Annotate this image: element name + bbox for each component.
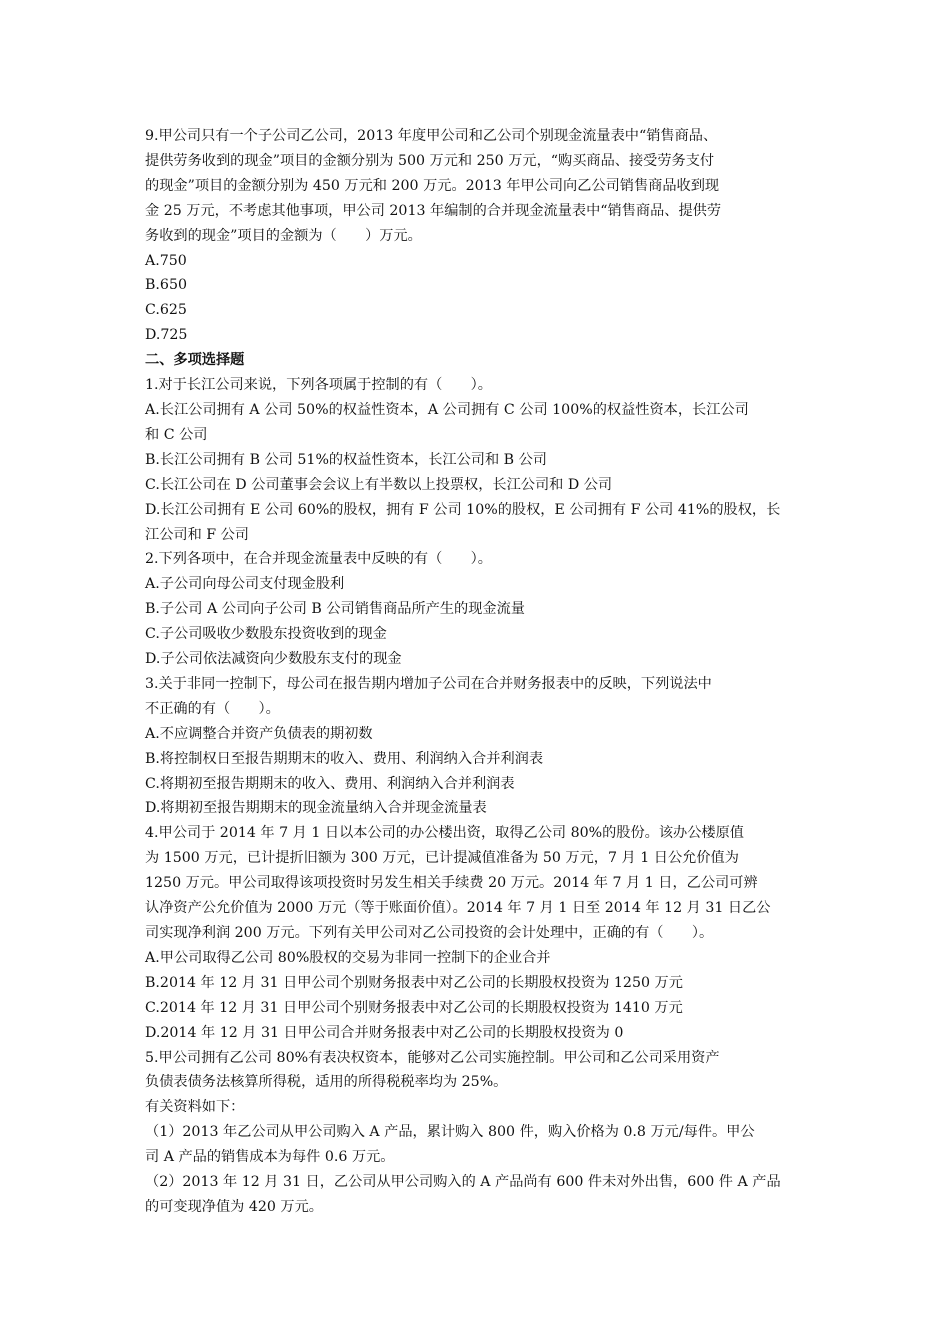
q9-stem-line-3: 的现金”项目的金额分别为 450 万元和 200 万元。2013 年甲公司向乙公司销售商品收到现 (145, 177, 720, 194)
q9-stem-line-1: 9.甲公司只有一个子公司乙公司，2013 年度甲公司和乙公司个别现金流量表中“销售商品、 (145, 128, 718, 144)
mq4-option-a: A.甲公司取得乙公司 80%股权的交易为非同一控制下的企业合并 (145, 949, 551, 966)
q9-option-d: D.725 (145, 327, 188, 344)
mq5-stem-line-1: 5.甲公司拥有乙公司 80%有表决权资本，能够对乙公司实施控制。甲公司和乙公司采用资产 (145, 1049, 720, 1066)
mq3-option-d: D.将期初至报告期期末的现金流量纳入合并现金流量表 (145, 800, 487, 817)
mq1-option-a-line-1: A.长江公司拥有 A 公司 50%的权益性资本，A 公司拥有 C 公司 100%的权益性资本，长江公司 (145, 401, 749, 418)
mq3-option-a: A.不应调整合并资产负债表的期初数 (145, 725, 373, 742)
mq2-option-b: B.子公司 A 公司向子公司 B 公司销售商品所产生的现金流量 (145, 601, 525, 618)
q9-option-b: B.650 (145, 277, 188, 294)
mq4-stem-line-2: 为 1500 万元，已计提折旧额为 300 万元，已计提减值准备为 50 万元，7 月 1 日公允价值为 (145, 850, 739, 867)
mq1-stem: 1.对于长江公司来说，下列各项属于控制的有（ ）。 (145, 377, 492, 394)
mq4-option-b: B.2014 年 12 月 31 日甲公司个别财务报表中对乙公司的长期股权投资为 1250 万元 (145, 974, 683, 991)
mq4-option-c: C.2014 年 12 月 31 日甲公司个别财务报表中对乙公司的长期股权投资为 1410 万元 (145, 999, 683, 1016)
mq4-stem-line-5: 司实现净利润 200 万元。下列有关甲公司对乙公司投资的会计处理中，正确的有（ ）。 (145, 925, 714, 941)
document-page (145, 124, 810, 1220)
mq1-option-a-line-2: 和 C 公司 (145, 426, 208, 443)
mq2-option-c: C.子公司吸收少数股东投资收到的现金 (145, 626, 387, 643)
mq5-material-2-line-1: （2）2013 年 12 月 31 日，乙公司从甲公司购入的 A 产品尚有 600 件未对外出售，600 件 A 产品 (145, 1174, 781, 1191)
mq1-option-b: B.长江公司拥有 B 公司 51%的权益性资本，长江公司和 B 公司 (145, 451, 547, 468)
mq4-option-d: D.2014 年 12 月 31 日甲公司合并财务报表中对乙公司的长期股权投资为 0 (145, 1024, 624, 1041)
mq4-stem-line-3: 1250 万元。甲公司取得该项投资时另发生相关手续费 20 万元。2014 年 7 月 1 日，乙公司可辨 (145, 875, 758, 892)
mq4-stem-line-1: 4.甲公司于 2014 年 7 月 1 日以本公司的办公楼出资，取得乙公司 80%的股份。该办公楼原值 (145, 825, 744, 842)
mq1-option-d-line-2: 江公司和 F 公司 (145, 526, 249, 543)
mq2-option-a: A.子公司向母公司支付现金股利 (145, 576, 345, 593)
mq5-stem-line-2: 负债表债务法核算所得税，适用的所得税税率均为 25%。 (145, 1074, 508, 1091)
mq3-stem-line-2: 不正确的有（ ）。 (145, 700, 280, 717)
mq5-material-2-line-2: 的可变现净值为 420 万元。 (145, 1198, 323, 1215)
mq3-stem-line-1: 3.关于非同一控制下，母公司在报告期内增加子公司在合并财务报表中的反映，下列说法中 (145, 675, 712, 692)
mq1-option-d-line-1: D.长江公司拥有 E 公司 60%的股权，拥有 F 公司 10%的股权，E 公司拥有 F 公司 41%的股权，长 (145, 501, 781, 518)
q9-option-a: A.750 (145, 252, 187, 269)
section-heading-multiple-choice: 二、多项选择题 (145, 352, 245, 369)
mq2-option-d: D.子公司依法减资向少数股东支付的现金 (145, 651, 402, 668)
q9-option-c: C.625 (145, 302, 187, 319)
mq5-material-1-line-1: （1）2013 年乙公司从甲公司购入 A 产品，累计购入 800 件，购入价格为 0.8 万元/每件。甲公 (145, 1124, 755, 1141)
mq3-option-c: C.将期初至报告期期末的收入、费用、利润纳入合并利润表 (145, 775, 515, 792)
q9-stem-line-5: 务收到的现金”项目的金额为（ ）万元。 (145, 227, 422, 244)
q9-stem-line-4: 金 25 万元，不考虑其他事项，甲公司 2013 年编制的合并现金流量表中“销售商品、提供劳 (145, 202, 722, 219)
mq1-option-c: C.长江公司在 D 公司董事会会议上有半数以上投票权，长江公司和 D 公司 (145, 476, 613, 493)
mq2-stem: 2.下列各项中，在合并现金流量表中反映的有（ ）。 (145, 551, 492, 568)
q9-stem-line-2: 提供劳务收到的现金”项目的金额分别为 500 万元和 250 万元，“购买商品、接受劳务支付 (145, 152, 715, 169)
mq5-materials-intro: 有关资料如下： (145, 1099, 245, 1116)
mq5-material-1-line-2: 司 A 产品的销售成本为每件 0.6 万元。 (145, 1149, 395, 1166)
mq4-stem-line-4: 认净资产公允价值为 2000 万元（等于账面价值）。2014 年 7 月 1 日至 2014 年 12 月 31 日乙公 (145, 900, 771, 917)
mq3-option-b: B.将控制权日至报告期期末的收入、费用、利润纳入合并利润表 (145, 750, 544, 767)
